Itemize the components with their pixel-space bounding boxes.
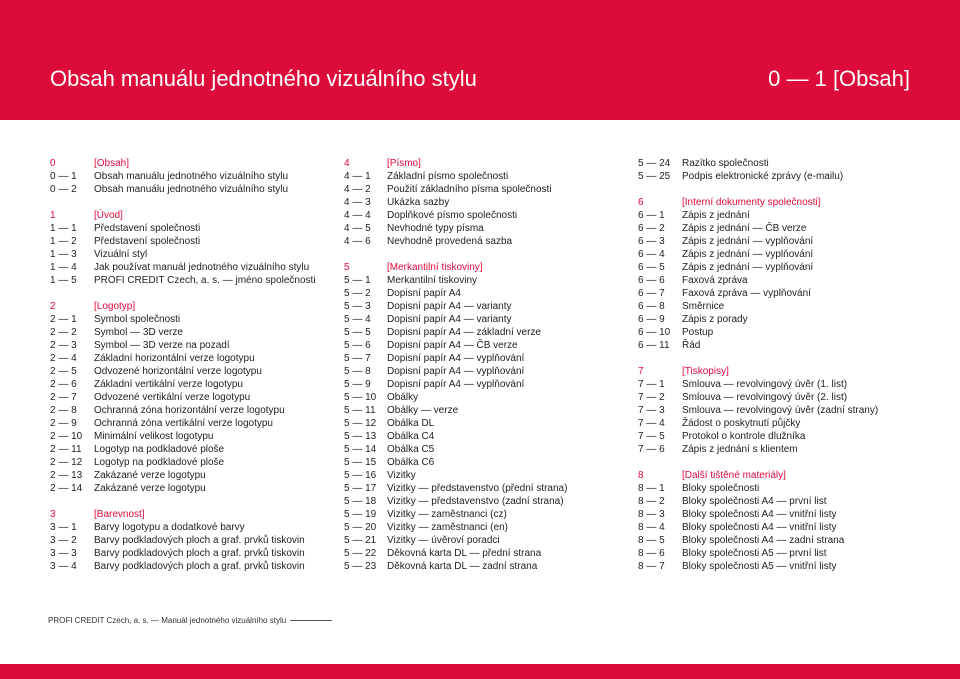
toc-entry [50,547,320,560]
toc-title: Odvozené vertikální verze logotypu [94,392,251,403]
toc-spacer [50,287,320,300]
toc-title: PROFI CREDIT Czech, a. s. — jméno společnosti [94,275,316,286]
toc-title: Bloky společnosti [682,483,760,494]
toc-entry [638,521,908,534]
toc-number: 6 — 4 [638,249,665,260]
toc-number: 6 — 2 [638,223,665,234]
toc-entry [344,300,614,313]
toc-entry [344,430,614,443]
toc-number: 8 — 3 [638,509,665,520]
toc-title: Zápis z jednání — vyplňování [682,236,814,247]
toc-number: 6 — 1 [638,210,665,221]
toc-number: 7 — 4 [638,418,665,429]
toc-section-heading [344,157,614,170]
toc-number: 4 — 5 [344,223,371,234]
toc-title: Ochranná zóna vertikální verze logotypu [94,418,273,429]
toc-title: Vizitky — úvěroví poradci [387,535,500,546]
toc-spacer [344,248,614,261]
toc-column-3 [638,157,908,573]
toc-number: 8 — 7 [638,561,665,572]
toc-section-heading [50,209,320,222]
toc-title: Bloky společnosti A4 — zadní strana [682,535,845,546]
toc-entry [344,352,614,365]
toc-title: Bloky společnosti A4 — první list [682,496,827,507]
toc-number: 2 — 4 [50,353,77,364]
toc-title: Razítko společnosti [682,158,769,169]
toc-title: Obálky [387,392,419,403]
toc-number: 4 — 2 [344,184,371,195]
toc-number: 5 — 3 [344,301,371,312]
toc-title: Postup [682,327,714,338]
toc-title: Vizuální styl [94,249,148,260]
footer-rule [290,620,332,621]
toc-number: 5 — 16 [344,470,377,481]
toc-entry [50,235,320,248]
toc-title: [Obsah] [94,158,130,169]
toc-title: Vizitky [387,470,416,481]
toc-number: 5 — 1 [344,275,371,286]
toc-title: Barvy podkladových ploch a graf. prvků tiskovin [94,548,305,559]
toc-entry [50,391,320,404]
toc-number: 6 — 8 [638,301,665,312]
toc-title: Směrnice [682,301,725,312]
toc-entry [638,495,908,508]
toc-entry [50,274,320,287]
footer [48,616,332,625]
toc-entry [638,560,908,573]
toc-title: Obálky — verze [387,405,459,416]
toc-section-heading [638,365,908,378]
toc-column-1 [50,157,320,573]
toc-title: Faxová zpráva [682,275,748,286]
toc-number: 7 — 6 [638,444,665,455]
toc-title: Dopisní papír A4 [387,288,461,299]
toc-entry [344,417,614,430]
toc-entry [344,534,614,547]
toc-title: Faxová zpráva — vyplňování [682,288,811,299]
toc-number: 5 — 8 [344,366,371,377]
toc-title: Bloky společnosti A5 — první list [682,548,827,559]
toc-entry [638,222,908,235]
toc-number: 6 — 3 [638,236,665,247]
toc-number: 1 [50,210,56,221]
toc-entry [344,196,614,209]
toc-entry [638,417,908,430]
toc-entry [344,508,614,521]
toc-entry [344,365,614,378]
toc-spacer [50,495,320,508]
toc-entry [638,235,908,248]
toc-entry [344,482,614,495]
toc-title: [Barevnost] [94,509,145,520]
toc-number: 7 [638,366,644,377]
toc-entry [50,183,320,196]
toc-number: 2 — 14 [50,483,83,494]
toc-entry [344,326,614,339]
toc-number: 5 — 20 [344,522,377,533]
toc-entry [344,391,614,404]
toc-entry [50,352,320,365]
toc-number: 5 — 4 [344,314,371,325]
toc-number: 3 — 1 [50,522,77,533]
toc-number: 8 — 2 [638,496,665,507]
toc-title: Logotyp na podkladové ploše [94,444,225,455]
toc-entry [638,339,908,352]
toc-number: 5 — 22 [344,548,377,559]
toc-number: 3 [50,509,56,520]
toc-entry [50,261,320,274]
toc-number: 4 — 3 [344,197,371,208]
toc-title: Představení společnosti [94,236,201,247]
toc-title: [Logotyp] [94,301,136,312]
toc-section-heading [638,196,908,209]
toc-title: Obálka C4 [387,431,435,442]
toc-title: [Interní dokumenty společnosti] [682,197,821,208]
toc-title: Vizitky — zaměstnanci (en) [387,522,508,533]
toc-number: 2 — 6 [50,379,77,390]
toc-title: Obsah manuálu jednotného vizuálního stylu [94,171,289,182]
toc-entry [344,521,614,534]
toc-number: 2 — 3 [50,340,77,351]
toc-entry [50,417,320,430]
toc-title: Ukázka sazby [387,197,450,208]
toc-number: 7 — 3 [638,405,665,416]
toc-number: 6 — 7 [638,288,665,299]
toc-entry [344,235,614,248]
toc-title: Základní písmo společnosti [387,171,509,182]
toc-section-heading [344,261,614,274]
toc-entry [50,248,320,261]
toc-entry [638,209,908,222]
toc-entry [344,287,614,300]
toc-number: 0 — 2 [50,184,77,195]
toc-number: 5 — 23 [344,561,377,572]
toc-number: 0 — 1 [50,171,77,182]
toc-number: 7 — 1 [638,379,665,390]
toc-title: Dopisní papír A4 — vyplňování [387,379,525,390]
toc-title: Obálka DL [387,418,435,429]
toc-number: 7 — 5 [638,431,665,442]
toc-title: Zápis z porady [682,314,748,325]
toc-title: Použití základního písma společnosti [387,184,552,195]
toc-number: 0 [50,158,56,169]
toc-entry [344,547,614,560]
toc-entry [638,391,908,404]
toc-number: 1 — 1 [50,223,77,234]
toc-number: 5 — 12 [344,418,377,429]
toc-number: 7 — 2 [638,392,665,403]
toc-number: 8 [638,470,644,481]
toc-title: Dopisní papír A4 — základní verze [387,327,541,338]
toc-entry [344,339,614,352]
toc-number: 6 — 10 [638,327,671,338]
toc-title: Zápis z jednání — vyplňování [682,249,814,260]
toc-entry [638,274,908,287]
toc-title: Vizitky — představenstvo (zadní strana) [387,496,564,507]
toc-title: Barvy podkladových ploch a graf. prvků tiskovin [94,561,305,572]
toc-title: [Merkantilní tiskoviny] [387,262,483,273]
toc-number: 1 — 4 [50,262,77,273]
toc-entry [50,222,320,235]
toc-title: Obálka C6 [387,457,435,468]
toc-title: Vizitky — představenstvo (přední strana) [387,483,568,494]
toc-number: 5 — 17 [344,483,377,494]
toc-entry [344,170,614,183]
toc-number: 2 — 11 [50,444,82,455]
toc-title: Ochranná zóna horizontální verze logotypu [94,405,285,416]
toc-number: 6 — 6 [638,275,665,286]
toc-title: [Úvod] [94,210,123,221]
toc-title: Dopisní papír A4 — varianty [387,301,512,312]
toc-entry [638,170,908,183]
toc-number: 1 — 2 [50,236,77,247]
toc-entry [50,339,320,352]
toc-entry [638,404,908,417]
toc-title: Bloky společnosti A4 — vnitřní listy [682,522,837,533]
toc-entry [344,313,614,326]
toc-number: 5 [344,262,350,273]
toc-title: Děkovná karta DL — zadní strana [387,561,538,572]
toc-spacer [638,456,908,469]
toc-entry [50,521,320,534]
toc-title: Vizitky — zaměstnanci (cz) [387,509,507,520]
toc-title: [Další tištěné materiály] [682,470,786,481]
toc-entry [50,469,320,482]
toc-entry [50,534,320,547]
bottom-bar [0,664,960,679]
header-bar [0,0,960,120]
toc-number: 2 — 10 [50,431,83,442]
toc-entry [50,326,320,339]
toc-section-heading [50,300,320,313]
toc-section-heading [50,157,320,170]
toc-number: 8 — 1 [638,483,665,494]
toc-number: 5 — 14 [344,444,377,455]
toc-section-heading [50,508,320,521]
toc-entry [50,378,320,391]
toc-number: 2 — 5 [50,366,77,377]
toc-title: Symbol — 3D verze na pozadí [94,340,230,351]
toc-number: 8 — 4 [638,522,665,533]
toc-number: 4 [344,158,350,169]
toc-title: Zápis z jednání s klientem [682,444,798,455]
toc-entry [638,547,908,560]
toc-entry [344,209,614,222]
toc-number: 2 [50,301,56,312]
toc-title: Obsah manuálu jednotného vizuálního stylu [94,184,289,195]
toc-entry [50,456,320,469]
toc-number: 5 — 15 [344,457,377,468]
toc-number: 5 — 19 [344,509,377,520]
toc-title: Protokol o kontrole dlužníka [682,431,806,442]
toc-entry [344,560,614,573]
toc-title: Symbol společnosti [94,314,181,325]
toc-number: 2 — 2 [50,327,77,338]
toc-title: Podpis elektronické zprávy (e-mailu) [682,171,844,182]
toc-number: 1 — 5 [50,275,77,286]
toc-number: 6 — 9 [638,314,665,325]
toc-entry [50,404,320,417]
toc-title: Představení společnosti [94,223,201,234]
toc-title: Minimální velikost logotypu [94,431,214,442]
toc-entry [344,222,614,235]
toc-entry [344,469,614,482]
toc-number: 3 — 2 [50,535,77,546]
toc-title: Základní vertikální verze logotypu [94,379,243,390]
toc-number: 2 — 1 [50,314,77,325]
toc-entry [638,482,908,495]
toc-title: Žádost o poskytnutí půjčky [682,418,801,429]
toc-entry [638,287,908,300]
toc-number: 4 — 6 [344,236,371,247]
toc-number: 4 — 1 [344,171,371,182]
toc-entry [50,443,320,456]
toc-title: Dopisní papír A4 — vyplňování [387,366,525,377]
toc-title: Bloky společnosti A4 — vnitřní listy [682,509,837,520]
toc-number: 5 — 24 [638,158,671,169]
toc-title: Zápis z jednání — ČB verze [682,223,807,234]
toc-title: Smlouva — revolvingový úvěr (zadní strany) [682,405,879,416]
toc-entry [50,482,320,495]
toc-entry [638,326,908,339]
toc-number: 1 — 3 [50,249,77,260]
toc-number: 2 — 7 [50,392,77,403]
toc-entry [638,248,908,261]
toc-entry [638,443,908,456]
toc-number: 4 — 4 [344,210,371,221]
toc-title: Zakázané verze logotypu [94,470,206,481]
toc-entry [638,378,908,391]
toc-number: 2 — 9 [50,418,77,429]
toc-entry [50,560,320,573]
toc-number: 5 — 21 [344,535,377,546]
toc-entry [638,313,908,326]
toc-entry [50,430,320,443]
toc-entry [638,300,908,313]
toc-title: Odvozené horizontální verze logotypu [94,366,262,377]
toc-number: 6 [638,197,644,208]
footer-text: PROFI CREDIT Czech, a. s. — Manuál jednotného vizuálního stylu [48,616,287,625]
toc-entry [344,495,614,508]
toc-entry [344,274,614,287]
toc-title: Barvy logotypu a dodatkové barvy [94,522,245,533]
toc-number: 5 — 25 [638,171,671,182]
toc-number: 5 — 7 [344,353,371,364]
toc-number: 5 — 18 [344,496,377,507]
toc-number: 3 — 3 [50,548,77,559]
toc-entry [638,508,908,521]
toc-title: [Písmo] [387,158,421,169]
toc-title: [Tiskopisy] [682,366,729,377]
toc-entry [638,157,908,170]
toc-title: Nevhodně provedená sazba [387,236,513,247]
toc-number: 8 — 5 [638,535,665,546]
toc-number: 2 — 8 [50,405,77,416]
page-title: Obsah manuálu jednotného vizuálního stylu [50,66,477,91]
toc-number: 6 — 11 [638,340,670,351]
toc-number: 2 — 12 [50,457,83,468]
toc-spacer [50,196,320,209]
toc-title: Dopisní papír A4 — ČB verze [387,340,518,351]
toc-number: 5 — 5 [344,327,371,338]
toc-title: Řád [682,340,701,351]
toc-entry [344,183,614,196]
toc-entry [638,430,908,443]
toc-number: 6 — 5 [638,262,665,273]
toc-column-2 [344,157,614,573]
toc-entry [344,378,614,391]
toc-title: Doplňkové písmo společnosti [387,210,518,221]
toc-title: Dopisní papír A4 — vyplňování [387,353,525,364]
toc-entry [344,404,614,417]
toc-title: Zápis z jednání [682,210,750,221]
toc-title: Merkantilní tiskoviny [387,275,478,286]
toc-title: Dopisní papír A4 — varianty [387,314,512,325]
toc-title: Zápis z jednání — vyplňování [682,262,814,273]
toc-title: Smlouva — revolvingový úvěr (1. list) [682,379,848,390]
toc-number: 5 — 13 [344,431,377,442]
toc-entry [344,443,614,456]
toc-title: Bloky společnosti A5 — vnitřní listy [682,561,837,572]
toc-title: Obálka C5 [387,444,435,455]
toc-title: Zakázané verze logotypu [94,483,206,494]
toc-entry [50,170,320,183]
toc-title: Logotyp na podkladové ploše [94,457,225,468]
toc-entry [638,261,908,274]
toc-number: 3 — 4 [50,561,77,572]
toc-title: Smlouva — revolvingový úvěr (2. list) [682,392,848,403]
toc-number: 5 — 11 [344,405,376,416]
toc-spacer [638,183,908,196]
toc-title: Děkovná karta DL — přední strana [387,548,542,559]
toc-number: 8 — 6 [638,548,665,559]
toc-number: 5 — 6 [344,340,371,351]
toc-number: 2 — 13 [50,470,83,481]
toc-title: Barvy podkladových ploch a graf. prvků tiskovin [94,535,305,546]
toc-title: Nevhodné typy písma [387,223,484,234]
toc-section-heading [638,469,908,482]
toc-number: 5 — 2 [344,288,371,299]
toc-title: Jak používat manuál jednotného vizuálního stylu [94,262,310,273]
toc-title: Symbol — 3D verze [94,327,183,338]
toc-entry [50,365,320,378]
toc-entry [638,534,908,547]
toc-title: Základní horizontální verze logotypu [94,353,255,364]
toc-number: 5 — 9 [344,379,371,390]
toc-number: 5 — 10 [344,392,377,403]
toc-entry [344,456,614,469]
section-indicator: 0 — 1 [Obsah] [768,66,910,91]
toc-spacer [638,352,908,365]
toc-entry [50,313,320,326]
